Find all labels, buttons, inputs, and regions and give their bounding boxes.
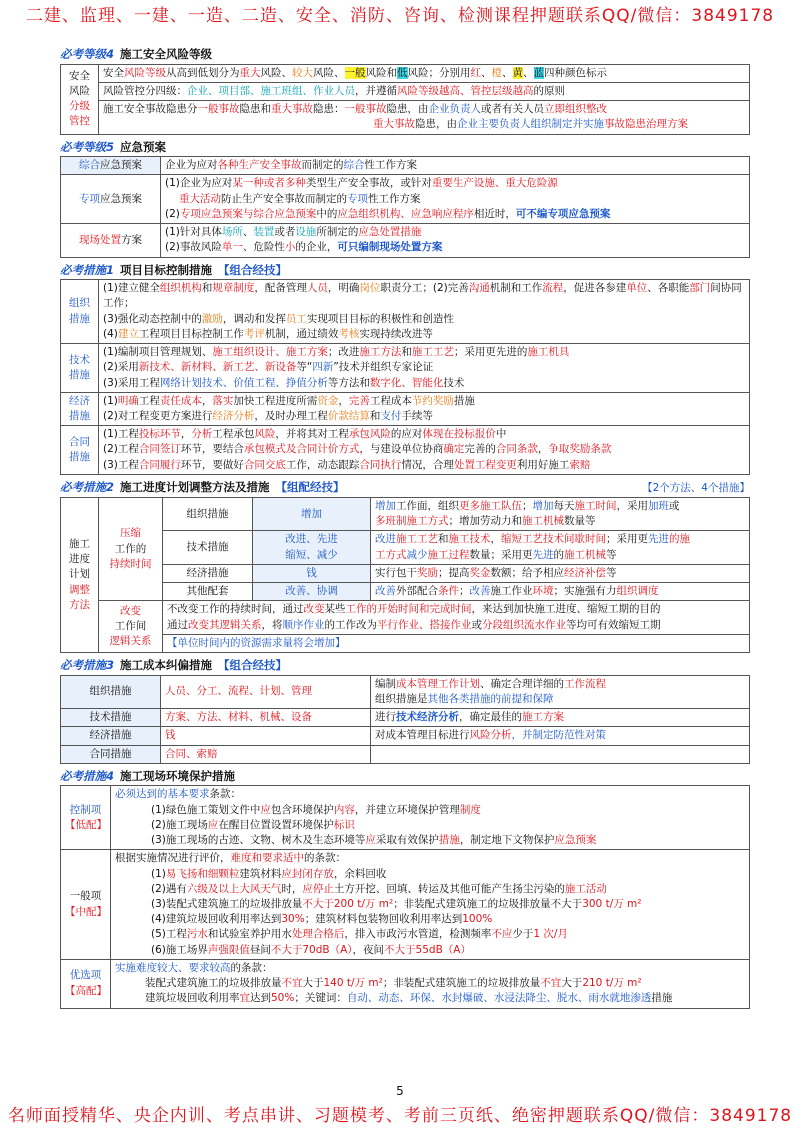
section-schedule-header: 必考措施2 施工进度计划调整方法及措施 【组配经技】 【2个方法、4个措施】 <box>60 479 750 494</box>
cost-con-detail <box>371 745 750 763</box>
method-change-logic: 改变 工作间 逻辑关系 <box>99 601 163 653</box>
emergency-label-onsite: 现场处置方案 <box>61 224 161 257</box>
cost-correction-table <box>60 675 750 764</box>
section-risk-level-header <box>60 46 750 63</box>
label-contract: 合同措施 <box>61 426 99 475</box>
env-protection-table <box>60 785 750 1008</box>
emergency-comprehensive-text: 企业为应对各种生产安全事故而制定的综合性工作方案 <box>161 157 750 175</box>
risk-row-2: 风险管控分四级：企业、项目部、施工班组、作业人员，并遵循风险等级越高、管控层级越高的原则 <box>99 82 750 100</box>
section-title: 施工安全风险等级 <box>120 47 213 61</box>
schedule-other: 其他配套 <box>163 583 253 601</box>
risk-row-1: 安全风险等级从高到低划分为重大风险、较大风险、一般风险和低风险；分别用红、橙、黄、蓝四种颜色标示 <box>99 64 750 82</box>
emergency-label-special: 专项应急预案 <box>61 175 161 224</box>
cost-org-detail: 编制成本管理工作计划、确定合理详细的工作流程 组织措施是其他各类措施的前提和保障 <box>371 675 750 708</box>
cost-con-label: 合同措施 <box>61 745 161 763</box>
emergency-onsite-text: (1)针对具体场所、装置或者设施所制定的应急处置措施 (2)事故风险单一、危险性小的企业，可只编制现场处置方案 <box>161 224 750 257</box>
schedule-org-key: 增加 <box>253 498 371 531</box>
label-technical: 技术措施 <box>61 344 99 393</box>
top-banner: 二建、监理、一建、一造、二造、安全、消防、咨询、检测课程押题联系QQ/微信：3849178 <box>25 6 775 26</box>
env-optimal-label: 优选项 【高配】 <box>61 959 111 1008</box>
emergency-special-text: (1)企业为应对某一种或者多种类型生产安全事故，或针对重要生产设施、重大危险源 重大活动防止生产安全事故而制定的专项性工作方案 (2)专项应急预案与综合应急预案中的应急组织机构、应急响应程序相近时，可不编专项应急预案 <box>161 175 750 224</box>
env-optimal-detail: 实施难度较大、要求较高的条款： 装配式建筑施工的垃圾排放量不宜大于140 t/万 m²；非装配式建筑施工的垃圾排放量不宜大于210 t/万 m² 建筑垃圾回收利用率宜达到50%；关键词：自动、动态、环保、水封爆破、水浸法降尘、脱水、雨水就地渗透措施 <box>111 959 750 1008</box>
cost-org-label: 组织措施 <box>61 675 161 708</box>
cost-con-key: 合同、索赔 <box>161 745 371 763</box>
method-compress: 压缩 工作的 持续时间 <box>99 498 163 601</box>
cost-org-key: 人员、分工、流程、计划、管理 <box>161 675 371 708</box>
schedule-org-detail: 增加工作面，组织更多施工队伍；增加每天施工时间，采用加班或 多班制施工方式；增加劳动力和施工机械数量等 <box>371 498 750 531</box>
cost-eco-key: 钱 <box>161 727 371 745</box>
schedule-eco-key: 钱 <box>253 564 371 582</box>
cost-tech-label: 技术措施 <box>61 709 161 727</box>
risk-level-table <box>60 64 750 135</box>
schedule-tech: 技术措施 <box>163 531 253 564</box>
eco-measures: (1)明确工程责任成本，落实加快工程进度所需资金，完善工程成本节约奖励措施 (2)对工程变更方案进行经济分析，及时办理工程价款结算和支付手续等 <box>99 392 750 425</box>
env-control-detail: 必须达到的基本要求条款： (1)绿色施工策划文件中应包含环境保护内容，并建立环境保护管理制度 (2)施工现场应在醒目位置设置环境保护标识 (3)施工现场的古迹、文物、树木及生态环境等应采取有效保护措施，制定地下文物保护应急预案 <box>111 786 750 850</box>
risk-left-label: 安全风险 分级管控 <box>61 64 99 134</box>
section-emergency-header: 必考等级5 应急预案 <box>60 139 167 154</box>
label-economic: 经济措施 <box>61 392 99 425</box>
label-organization: 组织措施 <box>61 280 99 344</box>
risk-row-3: 施工安全事故隐患分一般事故隐患和重大事故隐患：一般事故隐患，由企业负责人或者有关人员立即组织整改 重大事故隐患，由企业主要负责人组织制定并实施事故隐患治理方案 <box>99 101 750 134</box>
section-env-header: 必考措施4 施工现场环境保护措施 <box>60 768 236 783</box>
env-control-label: 控制项 【低配】 <box>61 786 111 850</box>
schedule-eco-detail: 实行包干奖励；提高奖金数额；给予相应经济补偿等 <box>371 564 750 582</box>
cost-eco-detail: 对成本管理目标进行风险分析，并制定防范性对策 <box>371 727 750 745</box>
section-cost-header: 必考措施3 施工成本纠偏措施 【组合经技】 <box>60 658 288 673</box>
target-control-table <box>60 279 750 475</box>
schedule-eco: 经济措施 <box>163 564 253 582</box>
tech-measures: (1)编制项目管理规划、施工组织设计、施工方案；改进施工方法和施工工艺；采用更先进的施工机具 (2)采用新技术、新材料、新工艺、新设备等“四新”技术并组织专家论证 (3)采用工程网络计划技术、价值工程、挣值分析等方法和数字化、智能化技术 <box>99 344 750 393</box>
schedule-org: 组织措施 <box>163 498 253 531</box>
schedule-other-detail: 改善外部配合条件；改善施工作业环境；实施强有力组织调度 <box>371 583 750 601</box>
env-general-label: 一般项 【中配】 <box>61 850 111 960</box>
page-number: 5 <box>396 1084 404 1098</box>
cost-eco-label: 经济措施 <box>61 727 161 745</box>
env-general-detail: 根据实施情况进行评价，难度和要求适中的条款： (1)易飞扬和细颗粒建筑材料应封闭存放，余料回收 (2)遇有六级及以上大风天气时，应停止土方开挖、回填、转运及其他可能产生扬尘污染的施工活动 (3)装配式建筑施工的垃圾排放量不大于200 t/万 m²；非装配式建筑施工的垃圾排放量不大于300 t/万 m² (4)建筑垃圾回收利用率达到30%；建筑材料包装物回收利用率达到100% (5)工程污水和试验室养护用水处理合格后，排入市政污水管道，检测频率不应少于1 次/月 (6)施工场界声强限值昼间不大于70dB（A），夜间不大于55dB（A） <box>111 850 750 960</box>
org-measures: (1)建立健全组织机构和规章制度，配备管理人员，明确岗位职责分工；(2)完善沟通机制和工作流程，促进各参建单位、各职能部门间协同工作； (3)强化动态控制中的激励，调动和发挥员工实现项目目标的积极性和创造性 (4)建立工程项目目标控制工作考评机制，通过绩效考核实现持续改进等 <box>99 280 750 344</box>
schedule-outer-label: 施工 进度 计划 调整 方法 <box>61 498 99 653</box>
cost-tech-detail: 进行技术经济分析，确定最佳的施工方案 <box>371 709 750 727</box>
cost-tech-key: 方案、方法、材料、机械、设备 <box>161 709 371 727</box>
page-content <box>60 42 750 1009</box>
schedule-adjust-table <box>60 497 750 653</box>
bottom-banner: 名师面授精华、央企内训、考点串讲、习题模考、考前三页纸、绝密押题联系QQ/微信：3849178 <box>7 1106 793 1126</box>
schedule-other-key: 改善、协调 <box>253 583 371 601</box>
emergency-plan-table <box>60 156 750 257</box>
emergency-label-comprehensive: 综合应急预案 <box>61 157 161 175</box>
change-logic-note: 【单位时间内的资源需求量将会增加】 <box>163 634 750 652</box>
change-logic-detail: 不改变工作的持续时间，通过改变某些工作的开始时间和完成时间，来达到加快施工进度、缩短工期的目的 通过改变其逻辑关系，将顺序作业的工作改为平行作业、搭接作业或分段组织流水作业等均可有效缩短工期 <box>163 601 750 634</box>
section-target-control-header: 必考措施1 项目目标控制措施 【组合经技】 <box>60 262 288 277</box>
contract-measures: (1)工程投标环节，分析工程承包风险，并将其对工程承包风险的应对体现在投标报价中 (2)工程合同签订环节，要结合承包模式及合同计价方式，与建设单位协商确定完善的合同条款，争取奖励条款 (3)工程合同履行环节，要做好合同交底工作，动态跟踪合同执行情况，合理处置工程变更利用好施工索赔 <box>99 426 750 475</box>
schedule-tech-detail: 改进施工工艺和施工技术，缩短工艺技术间歇时间；采用更先进的施 工方式减少施工过程数量；采用更先进的施工机械等 <box>371 531 750 564</box>
schedule-tech-key: 改进、先进 缩短、减少 <box>253 531 371 564</box>
section-tag: 必考等级4 <box>60 47 115 61</box>
